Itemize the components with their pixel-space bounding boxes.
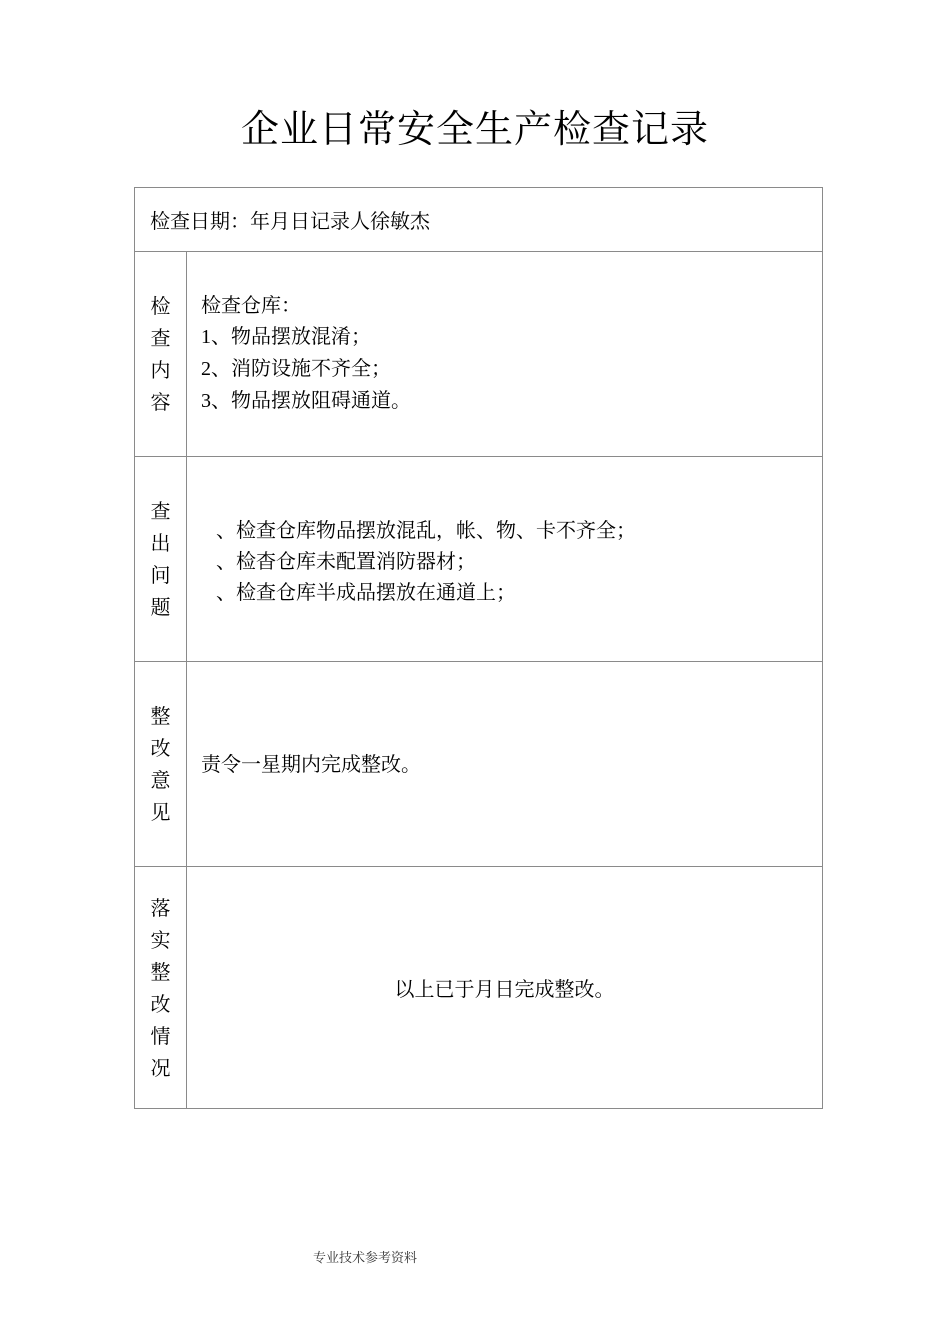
inspection-item (201, 321, 822, 353)
found-issues-label: 查出问题 (150, 499, 171, 619)
rectification-opinion-text: 责令一星期内完成整改。 (201, 751, 421, 776)
inspection-item-number: 1 (201, 325, 211, 348)
inspection-content-label-cell (135, 252, 187, 457)
issue-item: 、检查仓库半成品摆放在通道上； (216, 579, 516, 604)
rectification-opinion-cell (187, 662, 823, 867)
inspection-item (201, 353, 822, 385)
implementation-text: 以上已于月日完成整改。 (394, 977, 615, 1001)
inspection-item-text: 、物品摆放混淆； (211, 323, 371, 348)
inspection-item-text: 、消防设施不齐全； (211, 355, 391, 380)
inspection-content-label: 检查内容 (150, 294, 171, 414)
rectification-opinion-label-cell (135, 662, 187, 867)
implementation-cell (187, 867, 823, 1109)
inspection-content-cell (187, 252, 823, 457)
inspection-record-table (134, 187, 823, 1109)
inspection-item-text: 、物品摆放阻碍通道。 (211, 387, 411, 412)
implementation-row (135, 867, 823, 1109)
found-issues-row (135, 457, 823, 662)
document-title: 企业日常安全生产检查记录 (240, 107, 709, 151)
page-footer: 专业技术参考资料 (312, 1251, 417, 1266)
issue-item: 、检杳仓库未配置消防器材； (216, 548, 476, 573)
issue-item: 、检查仓库物品摆放混乱，帐、物、卡不齐全； (216, 517, 636, 542)
date-row (135, 188, 823, 252)
inspection-item-number: 3 (201, 389, 211, 412)
inspection-content-row (135, 252, 823, 457)
rectification-opinion-row (135, 662, 823, 867)
inspection-item-number: 2 (201, 357, 211, 380)
implementation-label: 落实整改情况 (150, 895, 171, 1080)
found-issues-cell (187, 457, 823, 662)
inspection-content-heading: 检查仓库： (201, 292, 301, 317)
date-recorder-cell: 检查日期：年月日记录人徐敏杰 (135, 188, 823, 252)
found-issues-label-cell (135, 457, 187, 662)
implementation-label-cell (135, 867, 187, 1109)
inspection-item (201, 385, 822, 417)
rectification-opinion-label: 整改意见 (150, 704, 171, 824)
